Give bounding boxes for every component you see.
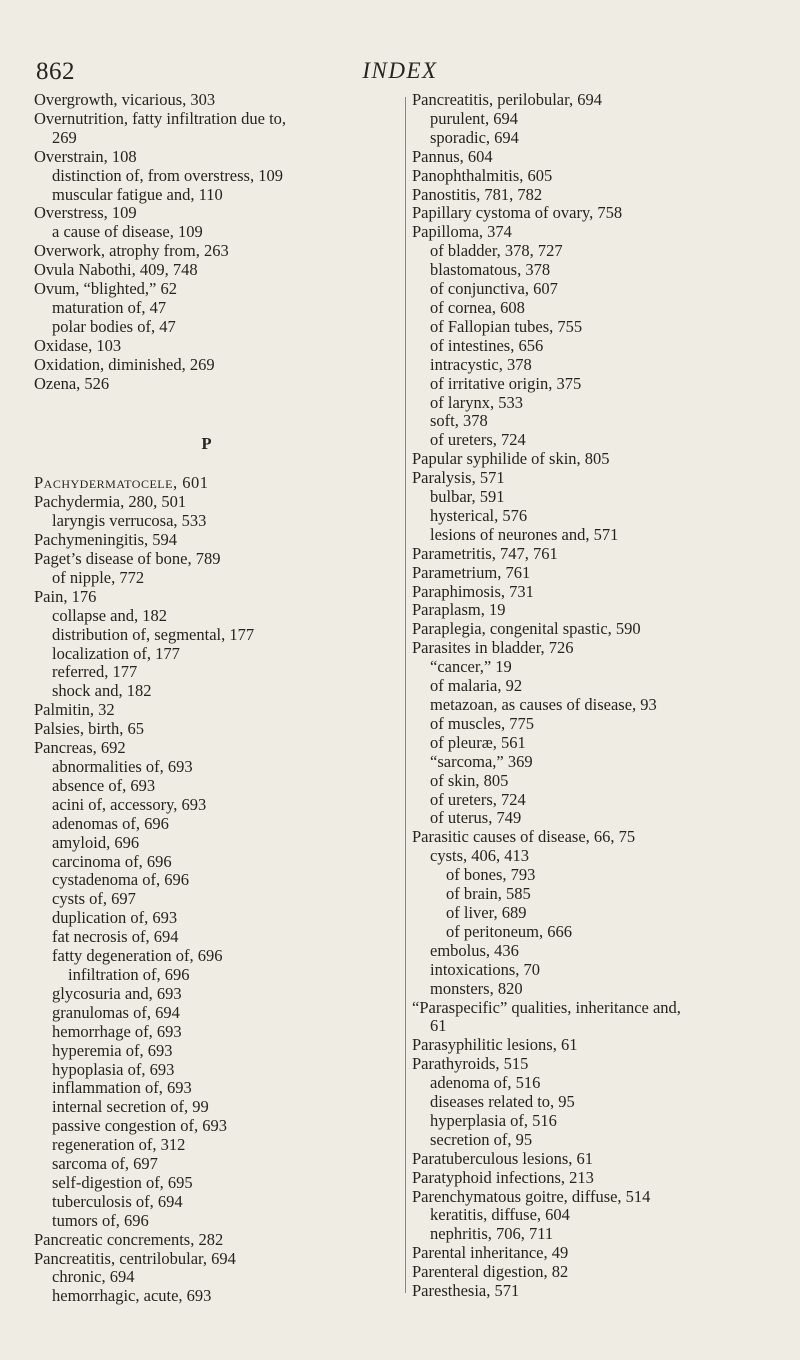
index-subentry: glycosuria and, 693 <box>52 983 182 1003</box>
index-subentry: intoxications, 70 <box>430 959 540 979</box>
index-subentry: intracystic, 378 <box>430 354 532 374</box>
index-subentry: of conjunctiva, 607 <box>430 279 558 299</box>
index-subentry: of uterus, 749 <box>430 808 522 828</box>
index-subentry: carcinoma of, 696 <box>52 851 172 871</box>
index-subentry: fat necrosis of, 694 <box>52 927 179 947</box>
index-subentry: bulbar, 591 <box>430 487 505 507</box>
index-column-right <box>412 91 800 1301</box>
index-subentry: infiltration of, 696 <box>68 964 190 984</box>
index-subentry: diseases related to, 95 <box>430 1092 575 1112</box>
index-subentry: of skin, 805 <box>430 770 509 790</box>
index-entry: Pancreas, 692 <box>34 738 126 758</box>
index-subentry: passive congestion of, 693 <box>52 1116 228 1136</box>
index-subentry: duplication of, 693 <box>52 908 178 928</box>
index-subentry: hysterical, 576 <box>430 505 528 525</box>
index-subentry: monsters, 820 <box>430 978 523 998</box>
index-subentry: regeneration of, 312 <box>52 1135 186 1155</box>
running-head: INDEX <box>362 58 438 83</box>
index-subentry: “cancer,” 19 <box>430 657 512 677</box>
index-entry: Pancreatitis, centrilobular, 694 <box>34 1248 236 1268</box>
index-subentry: self-digestion of, 695 <box>52 1172 193 1192</box>
index-subentry: of irritative origin, 375 <box>430 373 582 393</box>
index-subentry: secretion of, 95 <box>430 1129 533 1149</box>
index-entry: Paratuberculous lesions, 61 <box>412 1148 594 1168</box>
index-subentry: of nipple, 772 <box>52 567 145 587</box>
index-subentry: inflammation of, 693 <box>52 1078 192 1098</box>
index-subentry: 269 <box>52 127 77 147</box>
index-entry: Parental inheritance, 49 <box>412 1243 569 1263</box>
index-entry: Pachydermia, 280, 501 <box>34 492 187 512</box>
index-entry: Papular syphilide of skin, 805 <box>412 449 610 469</box>
index-entry: Ovula Nabothi, 409, 748 <box>34 260 198 280</box>
index-subentry: hemorrhagic, acute, 693 <box>52 1286 212 1306</box>
index-subentry: nephritis, 706, 711 <box>430 1224 554 1244</box>
index-entry: Paraplasm, 19 <box>412 600 506 620</box>
index-subentry: cysts, 406, 413 <box>430 846 529 866</box>
index-entry: Pancreatic concrements, 282 <box>34 1229 224 1249</box>
index-entry: Oxidase, 103 <box>34 335 122 355</box>
index-entry: Parasitic causes of disease, 66, 75 <box>412 827 636 847</box>
column-divider <box>405 97 406 1293</box>
index-subentry: cystadenoma of, 696 <box>52 870 190 890</box>
index-subentry: referred, 177 <box>52 662 138 682</box>
index-subentry: absence of, 693 <box>52 775 156 795</box>
index-subentry: a cause of disease, 109 <box>52 222 203 242</box>
index-subentry: of ureters, 724 <box>430 789 526 809</box>
index-entry: Overwork, atrophy from, 263 <box>34 241 229 261</box>
index-subentry: hypoplasia of, 693 <box>52 1059 175 1079</box>
index-subentry: embolus, 436 <box>430 940 519 960</box>
index-subentry: keratitis, diffuse, 604 <box>430 1205 570 1225</box>
index-subentry: sporadic, 694 <box>430 127 519 147</box>
index-subentry: 61 <box>430 1016 447 1036</box>
index-entry: Pachymeningitis, 594 <box>34 530 177 550</box>
index-entry: Paratyphoid infections, 213 <box>412 1167 594 1187</box>
index-subentry: “sarcoma,” 369 <box>430 751 533 771</box>
index-subentry: of intestines, 656 <box>430 335 544 355</box>
index-subentry: muscular fatigue and, 110 <box>52 184 223 204</box>
index-entry: Paget’s disease of bone, 789 <box>34 549 221 569</box>
index-entry: Pannus, 604 <box>412 146 493 166</box>
index-subentry: soft, 378 <box>430 411 488 431</box>
index-entry: Ozena, 526 <box>34 373 110 393</box>
index-subentry: abnormalities of, 693 <box>52 757 193 776</box>
index-subentry: of cornea, 608 <box>430 297 525 317</box>
index-entry: Parathyroids, 515 <box>412 1054 529 1074</box>
index-column-left <box>34 91 394 1306</box>
index-entry: Pancreatitis, perilobular, 694 <box>412 90 602 109</box>
index-entry: Pachydermatocele, 601 <box>34 473 209 493</box>
section-letter: P <box>201 433 212 453</box>
index-subentry: granulomas of, 694 <box>52 1002 180 1022</box>
index-entry: Parasites in bladder, 726 <box>412 638 574 658</box>
index-subentry: adenomas of, 696 <box>52 813 169 833</box>
index-subentry: metazoan, as causes of disease, 93 <box>430 695 657 714</box>
index-subentry: chronic, 694 <box>52 1267 135 1287</box>
index-entry: Ovum, “blighted,” 62 <box>34 279 177 299</box>
index-subentry: lesions of neurones and, 571 <box>430 524 619 544</box>
index-entry: Overnutrition, fatty infiltration due to, <box>34 108 287 128</box>
index-subentry: cysts of, 697 <box>52 889 136 909</box>
index-entry: Parametrium, 761 <box>412 562 531 582</box>
index-subentry: of peritoneum, 666 <box>446 921 573 941</box>
index-subentry: distinction of, from overstress, 109 <box>52 165 283 185</box>
index-subentry: distribution of, segmental, 177 <box>52 624 255 644</box>
index-subentry: of Fallopian tubes, 755 <box>430 316 583 336</box>
index-entry: Overstress, 109 <box>34 203 137 223</box>
index-subentry: of bladder, 378, 727 <box>430 241 563 261</box>
index-subentry: maturation of, 47 <box>52 297 167 317</box>
index-entry: Oxidation, diminished, 269 <box>34 354 215 374</box>
index-subentry: tuberculosis of, 694 <box>52 1191 183 1211</box>
index-entry: Parasyphilitic lesions, 61 <box>412 1035 578 1055</box>
index-entry: Papilloma, 374 <box>412 222 512 242</box>
index-entry: Palsies, birth, 65 <box>34 719 144 739</box>
index-subentry: laryngis verrucosa, 533 <box>52 511 207 531</box>
index-subentry: polar bodies of, 47 <box>52 316 176 336</box>
index-entry: Parenchymatous goitre, diffuse, 514 <box>412 1186 651 1206</box>
index-subentry: hyperplasia of, 516 <box>430 1110 557 1130</box>
index-subentry: adenoma of, 516 <box>430 1073 541 1093</box>
index-entry: Paresthesia, 571 <box>412 1281 520 1301</box>
index-subentry: blastomatous, 378 <box>430 260 551 280</box>
index-subentry: internal secretion of, 99 <box>52 1097 209 1117</box>
index-subentry: of bones, 793 <box>446 865 536 885</box>
index-subentry: hyperemia of, 693 <box>52 1040 173 1060</box>
index-entry: Overstrain, 108 <box>34 146 137 166</box>
index-subentry: fatty degeneration of, 696 <box>52 946 223 966</box>
index-subentry: localization of, 177 <box>52 643 180 663</box>
index-subentry: collapse and, 182 <box>52 605 168 625</box>
index-entry: Paralysis, 571 <box>412 468 505 488</box>
index-subentry: purulent, 694 <box>430 108 518 128</box>
index-subentry: of ureters, 724 <box>430 430 526 450</box>
index-subentry: of muscles, 775 <box>430 713 535 733</box>
index-subentry: of pleuræ, 561 <box>430 732 526 752</box>
index-entry: Parenteral digestion, 82 <box>412 1262 569 1282</box>
index-subentry: of brain, 585 <box>446 884 531 904</box>
page-number: 862 <box>36 58 75 85</box>
index-entry: Paraplegia, congenital spastic, 590 <box>412 619 641 639</box>
index-entry: Overgrowth, vicarious, 303 <box>34 90 216 109</box>
index-entry: Papillary cystoma of ovary, 758 <box>412 203 623 223</box>
index-subentry: sarcoma of, 697 <box>52 1154 158 1174</box>
index-subentry: acini of, accessory, 693 <box>52 794 207 814</box>
index-entry: Paraphimosis, 731 <box>412 581 534 601</box>
index-entry: Palmitin, 32 <box>34 700 115 720</box>
index-entry: Panostitis, 781, 782 <box>412 184 543 204</box>
index-subentry: shock and, 182 <box>52 681 152 701</box>
index-subentry: tumors of, 696 <box>52 1210 149 1230</box>
index-subentry: amyloid, 696 <box>52 832 140 852</box>
index-entry: Pain, 176 <box>34 586 97 606</box>
index-subentry: of larynx, 533 <box>430 392 524 412</box>
index-subentry: of liver, 689 <box>446 902 527 922</box>
index-entry: Parametritis, 747, 761 <box>412 543 558 563</box>
index-entry: Panophthalmitis, 605 <box>412 165 553 185</box>
index-subentry: hemorrhage of, 693 <box>52 1021 182 1041</box>
index-subentry: of malaria, 92 <box>430 676 523 696</box>
index-entry: “Paraspecific” qualities, inheritance and, <box>412 997 681 1017</box>
